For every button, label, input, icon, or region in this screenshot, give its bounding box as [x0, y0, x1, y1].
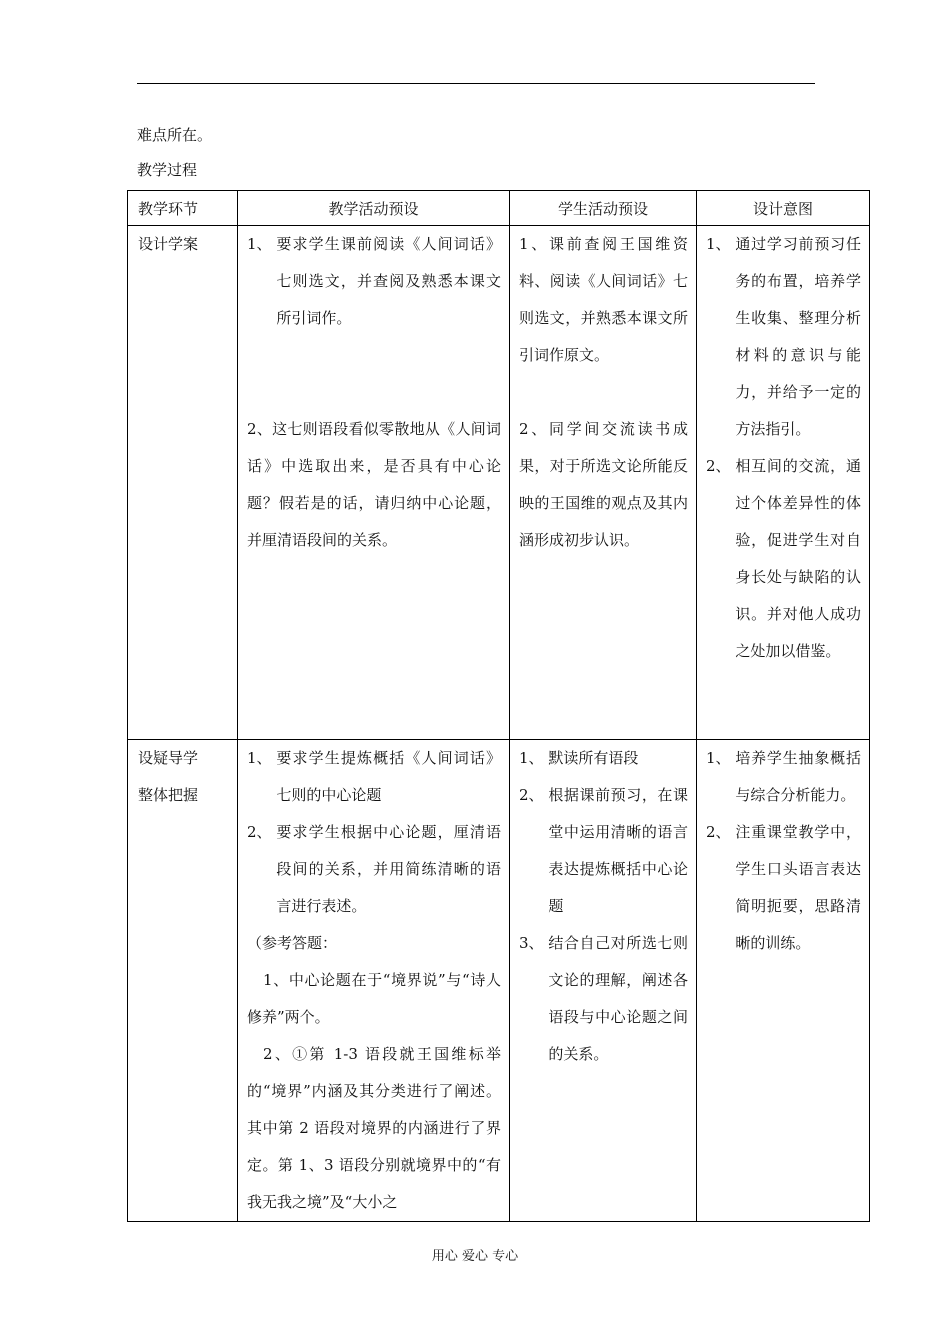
reference-answer-title: （参考答题： — [247, 934, 338, 952]
paragraph: 2、这七则语段看似零散地从《人间词话》中选取出来，是否具有中心论题？假若是的话，请归纳中心论题，并厘清语段间的关系。 — [247, 420, 501, 549]
intro-line: 难点所在。 — [137, 126, 213, 144]
table-header-row — [128, 191, 870, 226]
item-text: 通过学习前预习任务的布置，培养学生收集、整理分析材料的意识与能力，并给予一定的方法指引。 — [735, 235, 861, 438]
item-text: 结合自己对所选七则文论的理解，阐述各语段与中心论题之间的关系。 — [548, 934, 688, 1063]
stage-label: 整体把握 — [138, 786, 199, 804]
stage-cell — [128, 226, 238, 740]
item-number: 2、 — [706, 823, 736, 841]
item-number: 1、 — [706, 235, 736, 253]
header-stage: 教学环节 — [128, 191, 238, 226]
list-item — [519, 777, 688, 925]
stage-label: 设计学案 — [138, 235, 199, 253]
item-text: 要求学生根据中心论题，厘清语段间的关系，并用简练清晰的语言进行表述。 — [276, 823, 501, 915]
student-activity-cell — [510, 740, 697, 1222]
item-text: 注重课堂教学中，学生口头语言表达简明扼要，思路清晰的训练。 — [735, 823, 861, 952]
item-number: 1、 — [247, 235, 277, 253]
item-text: 根据课前预习，在课堂中运用清晰的语言表达提炼概括中心论题 — [548, 786, 688, 915]
item-text: 默读所有语段 — [548, 749, 639, 767]
header-teacher-activity: 教学活动预设 — [238, 191, 510, 226]
stage-cell — [128, 740, 238, 1222]
list-item — [706, 814, 861, 962]
header-rule — [137, 83, 815, 84]
item-text: 培养学生抽象概括与综合分析能力。 — [735, 749, 861, 804]
table-row — [128, 740, 870, 1222]
header-design-intent: 设计意图 — [697, 191, 870, 226]
table-row — [128, 226, 870, 740]
list-item — [706, 740, 861, 814]
list-item — [247, 814, 501, 925]
item-number: 1、 — [519, 749, 549, 767]
paragraph: 2、同学间交流读书成果，对于所选文论所能反映的王国维的观点及其内涵形成初步认识。 — [519, 420, 688, 549]
stage-label: 设疑导学 — [138, 749, 199, 767]
item-text: 要求学生提炼概括《人间词话》七则的中心论题 — [276, 749, 501, 804]
item-number: 3、 — [519, 934, 549, 952]
list-item — [247, 226, 501, 337]
item-text: 相互间的交流，通过个体差异性的体验，促进学生对自身长处与缺陷的认识。并对他人成功之处加以借鉴。 — [735, 457, 861, 660]
item-number: 2、 — [706, 457, 736, 475]
teaching-process-table — [127, 190, 870, 1222]
design-intent-cell — [697, 226, 870, 740]
design-intent-cell — [697, 740, 870, 1222]
list-item — [519, 925, 688, 1073]
header-student-activity: 学生活动预设 — [510, 191, 697, 226]
item-text: 要求学生课前阅读《人间词话》七则选文，并查阅及熟悉本课文所引词作。 — [276, 235, 501, 327]
item-number: 2、 — [247, 823, 277, 841]
page-footer: 用心 爱心 专心 — [431, 1249, 519, 1264]
teacher-activity-cell — [238, 740, 510, 1222]
student-activity-cell — [510, 226, 697, 740]
reference-answer-paragraph: 2、①第 1-3 语段就王国维标举的“境界”内涵及其分类进行了阐述。其中第 2 语段对境界的内涵进行了界定。第 1、3 语段分别就境界中的“有我无我之境”及“大小之 — [247, 1045, 501, 1211]
teacher-activity-cell — [238, 226, 510, 740]
section-heading: 教学过程 — [137, 161, 198, 179]
list-item — [519, 740, 688, 777]
list-item — [706, 226, 861, 448]
reference-answer-paragraph: 1、中心论题在于“境界说”与“诗人修养”两个。 — [247, 971, 501, 1026]
paragraph: 1、课前查阅王国维资料、阅读《人间词话》七则选文，并熟悉本课文所引词作原文。 — [519, 235, 688, 364]
list-item — [706, 448, 861, 670]
item-number: 1、 — [247, 749, 277, 767]
item-number: 1、 — [706, 749, 736, 767]
item-number: 2、 — [519, 786, 549, 804]
list-item — [247, 740, 501, 814]
